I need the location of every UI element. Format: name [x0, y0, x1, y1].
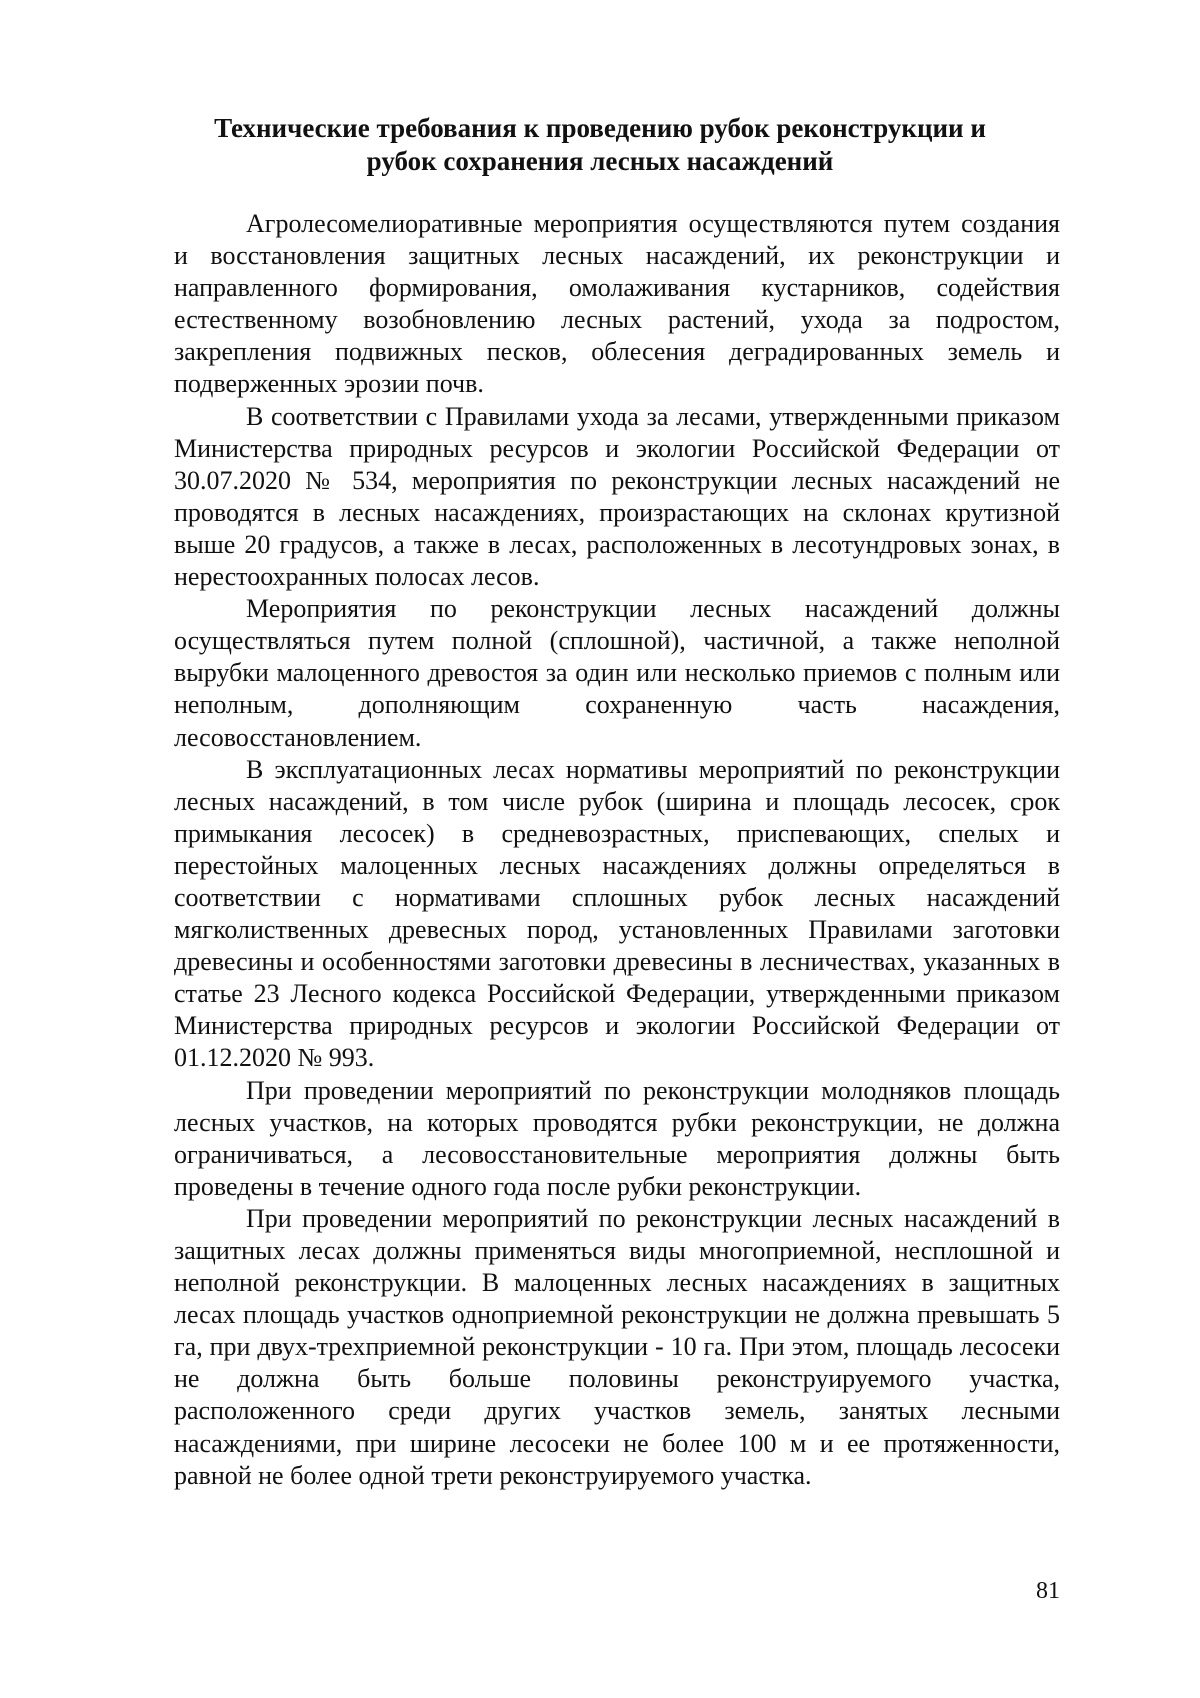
title-line-1: Технические требования к проведению рубок реконструкции и	[214, 113, 986, 143]
paragraph: Агролесомелиоративные мероприятия осуществляются путем создания и восстановления защитных лесных насаждений, их реконструкции и направленного формирования, омолаживания кустарников, содействия естественному возобновлению лесных растений, ухода за подростом, закрепления подвижных песков, облесения деградированных земель и подверженных эрозии почв.	[174, 209, 1060, 399]
body-text	[174, 208, 1060, 1492]
paragraph: Мероприятия по реконструкции лесных насаждений должны осуществляться путем полной (сплошной), частичной, а также неполной вырубки малоценного древостоя за один или несколько приемов с полным или неполным, дополняющим сохраненную часть насаждения, лесовосстановлением.	[174, 594, 1060, 752]
paragraph: При проведении мероприятий по реконструкции лесных насаждений в защитных лесах должны применяться виды многоприемной, несплошной и неполной реконструкции. В малоценных лесных насаждениях в защитных лесах площадь участков одноприемной реконструкции не должна превышать 5 га, при двух-трехприемной реконструкции - 10 га. При этом, площадь лесосеки не должна быть больше половины реконструируемого участка, расположенного среди других участков земель, занятых лесными насаждениями, при ширине лесосеки не более 100 м и ее протяженности, равной не более одной трети реконструируемого участка.	[174, 1203, 1060, 1490]
page-number: 81	[1036, 1578, 1060, 1604]
paragraph: В эксплуатационных лесах нормативы мероприятий по реконструкции лесных насаждений, в том числе рубок (ширина и площадь лесосек, срок примыкания лесосек) в средневозрастных, приспевающих, спелых и перестойных малоценных лесных насаждениях должны определяться в соответствии с нормативами сплошных рубок лесных насаждений мягколиственных древесных пород, установленных Правилами заготовки древесины и особенностями заготовки древесины в лесничествах, указанных в статье 23 Лесного кодекса Российской Федерации, утвержденными приказом Министерства природных ресурсов и экологии Российской Федерации от 01.12.2020 № 993.	[174, 754, 1060, 1073]
page-title	[150, 112, 1050, 178]
paragraph: В соответствии с Правилами ухода за лесами, утвержденными приказом Министерства природных ресурсов и экологии Российской Федерации от 30.07.2020 № 534, мероприятия по реконструкции лесных насаждений не проводятся в лесных насаждениях, произрастающих на склонах крутизной выше 20 градусов, а также в лесах, расположенных в лесотундровых зонах, в нерестоохранных полосах лесов.	[174, 401, 1060, 592]
paragraph: При проведении мероприятий по реконструкции молодняков площадь лесных участков, на которых проводятся рубки реконструкции, не должна ограничиваться, а лесовосстановительные мероприятия должны быть проведены в течение одного года после рубки реконструкции.	[174, 1075, 1060, 1201]
title-line-2: рубок сохранения лесных насаждений	[366, 146, 834, 176]
